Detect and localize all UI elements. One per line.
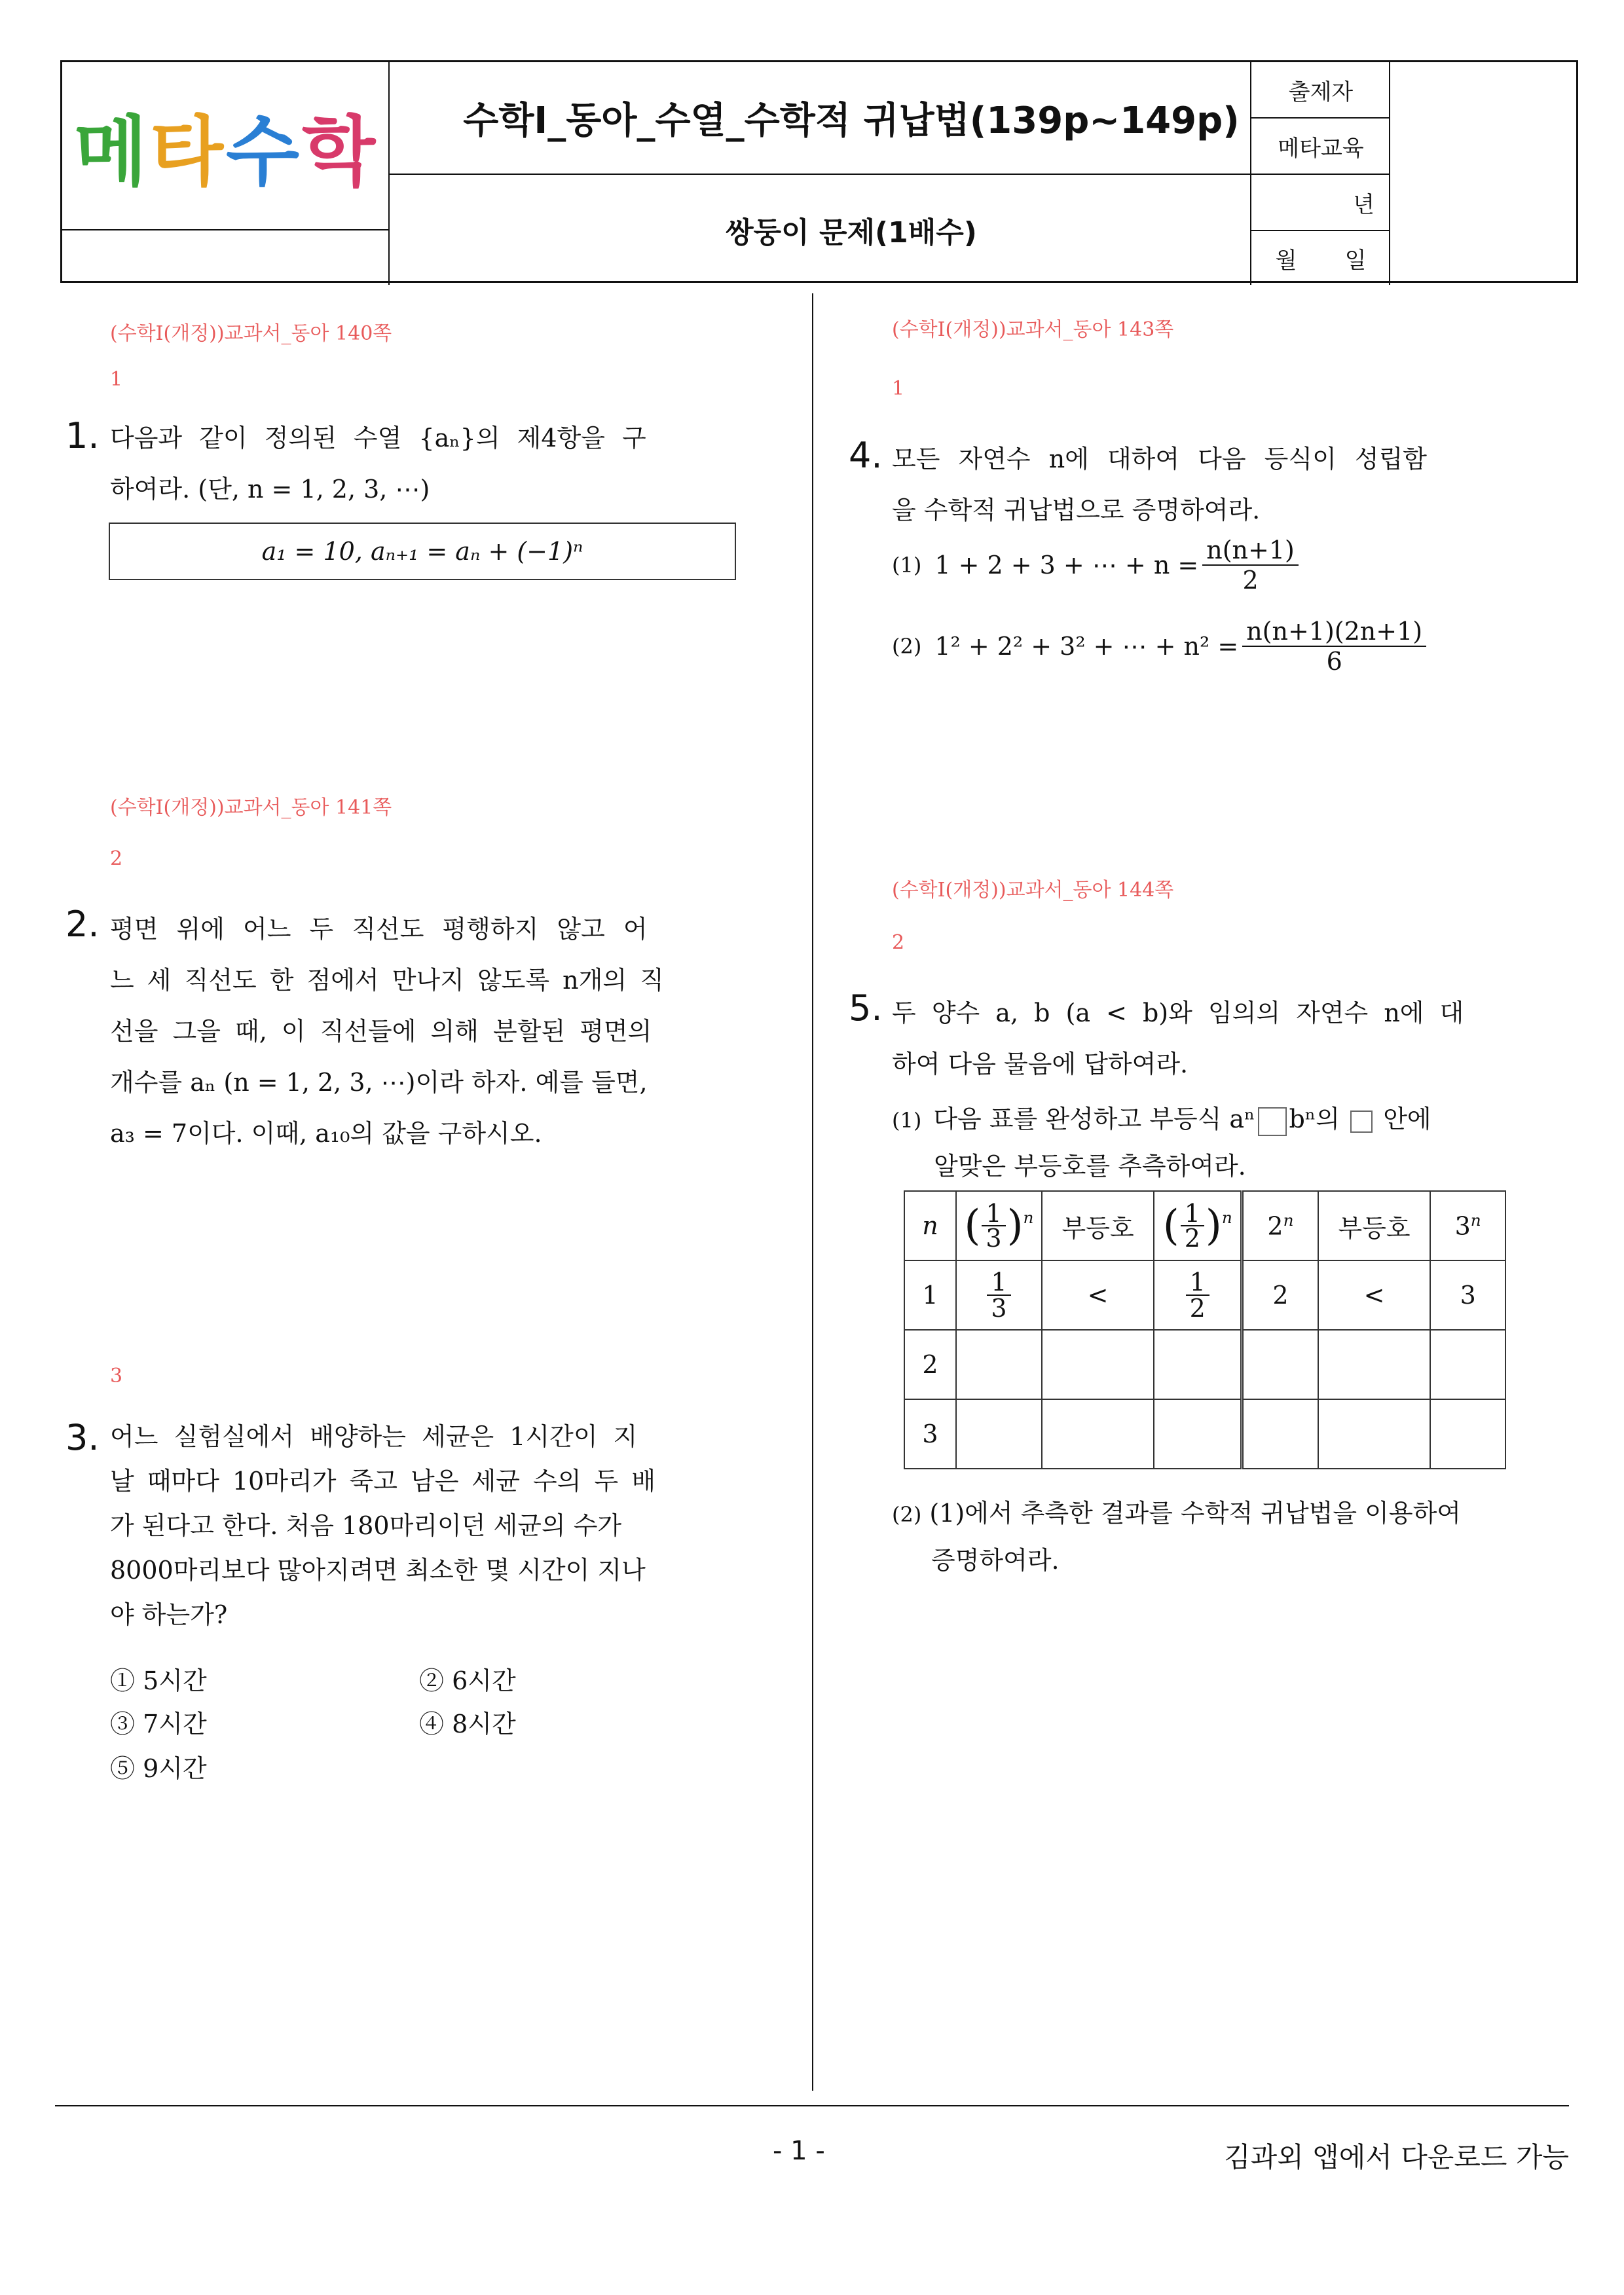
table-cell: < <box>1042 1260 1154 1330</box>
q5-sub1 <box>892 1096 1521 1189</box>
table-row <box>904 1260 1505 1330</box>
month-label: 월 <box>1275 247 1297 274</box>
q4-line2: 을 수학적 귀납법으로 증명하여라. <box>892 496 1261 524</box>
logo-char-1: 메 <box>73 108 150 196</box>
q2-text <box>110 904 739 1159</box>
table-cell-empty[interactable] <box>956 1399 1042 1469</box>
q4-text <box>892 433 1521 536</box>
q4-source: (수학Ⅰ(개정))교과서_동아 143쪽 <box>892 318 1174 341</box>
q5-sub2-line2: 증명하여라. <box>931 1546 1060 1575</box>
q5-sub2 <box>892 1490 1521 1583</box>
q3-number: 3. <box>65 1417 100 1458</box>
table-cell-empty[interactable] <box>1318 1330 1431 1399</box>
table-cell-empty[interactable] <box>1242 1399 1318 1469</box>
q4-level: 1 <box>892 377 905 400</box>
document-subtitle: 쌍둥이 문제(1배수) <box>726 216 977 249</box>
table-row <box>904 1399 1505 1469</box>
q4-number: 4. <box>849 435 883 476</box>
column-divider <box>812 293 813 2091</box>
logo-char-2: 타 <box>149 108 226 196</box>
q1-source: (수학Ⅰ(개정))교과서_동아 140쪽 <box>110 322 392 345</box>
table-header-n: n <box>904 1191 956 1260</box>
q5-table <box>904 1190 1506 1469</box>
q3-choice-2[interactable]: ② 6시간 <box>419 1666 516 1695</box>
q4-sub1-fraction <box>1202 536 1299 595</box>
q1-number: 1. <box>65 415 100 456</box>
q3-choice-4[interactable]: ④ 8시간 <box>419 1710 516 1738</box>
q5-sub1-text-a: 다음 표를 완성하고 부등식 aⁿ <box>933 1105 1255 1133</box>
q1-level: 1 <box>110 368 123 391</box>
q5-sub1-line2: 알맞은 부등호를 추측하여라. <box>934 1152 1246 1181</box>
q5-number: 5. <box>849 987 883 1029</box>
author-label: 출제자 <box>1288 79 1354 105</box>
q5-level: 2 <box>892 931 905 954</box>
q5-sub1-text-c: 안에 <box>1383 1105 1431 1133</box>
table-cell-empty[interactable] <box>1042 1399 1154 1469</box>
table-cell: 3 <box>1430 1260 1505 1330</box>
q5-text <box>892 987 1521 1090</box>
q5-sub2-label: (2) <box>892 1502 922 1527</box>
q4-sub2-label: (2) <box>892 634 922 659</box>
q4-sub2 <box>892 617 1430 676</box>
q2-number: 2. <box>65 904 100 945</box>
logo-text <box>74 91 378 200</box>
table-header-three-power: 3$^n$ <box>1430 1191 1505 1260</box>
table-header-row <box>904 1191 1505 1260</box>
author-value: 메타교육 <box>1278 135 1364 162</box>
q4-sub2-numerator: n(n+1)(2n+1) <box>1242 617 1426 647</box>
q5-line2: 하여 다음 물음에 답하여라. <box>892 1050 1189 1078</box>
q3-choice-1[interactable]: ① 5시간 <box>110 1666 207 1695</box>
q3-text <box>110 1414 739 1637</box>
table-cell-empty[interactable] <box>1430 1399 1505 1469</box>
q5-sub2-line1: (1)에서 추측한 결과를 수학적 귀납법을 이용하여 <box>929 1499 1462 1528</box>
q3-line3: 가 된다고 한다. 처음 180마리이던 세균의 수가 <box>110 1511 622 1540</box>
table-cell-frac: $\frac{1}{3}$ <box>956 1260 1042 1330</box>
q2-line2: 느 세 직선도 한 점에서 만나지 않도록 n개의 직 <box>110 966 664 995</box>
table-cell-empty[interactable] <box>1242 1330 1318 1399</box>
q4-sub2-fraction <box>1242 617 1426 676</box>
q4-sub1-denominator: 2 <box>1242 566 1259 595</box>
table-header-third-power: ( $\frac{1}{3}$ )$^n$ <box>956 1191 1042 1260</box>
q4-sub1-label: (1) <box>892 553 922 578</box>
logo-char-3: 수 <box>226 108 303 196</box>
q3-line2: 날 때마다 10마리가 죽고 남은 세균 수의 두 배 <box>110 1467 656 1496</box>
table-cell-frac: $\frac{1}{2}$ <box>1154 1260 1242 1330</box>
small-box-icon <box>1350 1111 1373 1133</box>
q2-line3: 선을 그을 때, 이 직선들에 의해 분할된 평면의 <box>110 1017 652 1046</box>
header-box <box>60 60 1578 283</box>
q1-line1: 다음과 같이 정의된 수열 {aₙ}의 제4항을 구 <box>110 424 646 452</box>
table-header-two-power: 2$^n$ <box>1242 1191 1318 1260</box>
q5-sub1-text-b: bⁿ의 <box>1289 1105 1340 1133</box>
q4-sub1-numerator: n(n+1) <box>1202 536 1299 566</box>
table-header-ineq-2: 부등호 <box>1318 1191 1431 1260</box>
q4-sub2-lhs: 1² + 2² + 3² + ⋯ + n² = <box>934 632 1239 661</box>
q2-line4: 개수를 aₙ (n = 1, 2, 3, ⋯)이라 하자. 예를 들면, <box>110 1068 648 1097</box>
q3-choice-3[interactable]: ③ 7시간 <box>110 1710 207 1738</box>
year-label: 년 <box>1353 191 1375 218</box>
logo-char-4: 학 <box>302 108 378 196</box>
table-header-half-power: ( $\frac{1}{2}$ )$^n$ <box>1154 1191 1242 1260</box>
document-title: 수학Ⅰ_동아_수열_수학적 귀납법(139p~149p) <box>463 100 1240 142</box>
table-cell-empty[interactable] <box>1154 1330 1242 1399</box>
q4-sub2-denominator: 6 <box>1326 647 1342 676</box>
table-cell-empty[interactable] <box>1154 1399 1242 1469</box>
q1-text <box>110 413 739 515</box>
day-label: 일 <box>1344 247 1367 274</box>
q4-sub1 <box>892 536 1302 595</box>
q2-source: (수학Ⅰ(개정))교과서_동아 141쪽 <box>110 796 392 819</box>
q3-line1: 어느 실험실에서 배양하는 세균은 1시간이 지 <box>110 1422 638 1451</box>
q1-recurrence-box: a₁ = 10, aₙ₊₁ = aₙ + (−1)ⁿ <box>109 523 736 580</box>
q3-level: 3 <box>110 1365 123 1387</box>
table-cell: 1 <box>904 1260 956 1330</box>
date-row <box>1251 231 1390 285</box>
q2-line5: a₃ = 7이다. 이때, a₁₀의 값을 구하시오. <box>110 1119 542 1148</box>
q3-choice-5[interactable]: ⑤ 9시간 <box>110 1754 207 1783</box>
footer-note: 김과외 앱에서 다운로드 가능 <box>1224 2141 1569 2173</box>
q5-source: (수학Ⅰ(개정))교과서_동아 144쪽 <box>892 879 1174 902</box>
table-cell-empty[interactable] <box>1318 1399 1431 1469</box>
table-cell-empty[interactable] <box>1430 1330 1505 1399</box>
q2-line1: 평면 위에 어느 두 직선도 평행하지 않고 어 <box>110 915 648 944</box>
q5-line1: 두 양수 a, b (a < b)와 임의의 자연수 n에 대 <box>892 999 1464 1027</box>
q1-line2: 하여라. (단, n = 1, 2, 3, ⋯) <box>110 475 430 504</box>
table-cell: 2 <box>904 1330 956 1399</box>
logo <box>62 62 390 229</box>
table-cell-empty[interactable] <box>1042 1330 1154 1399</box>
table-cell: < <box>1318 1260 1431 1330</box>
q4-sub1-lhs: 1 + 2 + 3 + ⋯ + n = <box>934 551 1199 579</box>
q5-sub1-label: (1) <box>892 1108 922 1133</box>
q3-line5: 야 하는가? <box>110 1600 228 1629</box>
q4-line1: 모든 자연수 n에 대하여 다음 등식이 성립함 <box>892 445 1427 473</box>
table-header-ineq-1: 부등호 <box>1042 1191 1154 1260</box>
table-row <box>904 1330 1505 1399</box>
q2-level: 2 <box>110 847 123 870</box>
page-number: - 1 - <box>773 2136 825 2166</box>
blank-box-icon <box>1258 1107 1287 1136</box>
table-cell-empty[interactable] <box>956 1330 1042 1399</box>
q3-line4: 8000마리보다 많아지려면 최소한 몇 시간이 지나 <box>110 1556 646 1585</box>
table-cell: 3 <box>904 1399 956 1469</box>
table-cell: 2 <box>1242 1260 1318 1330</box>
footer-divider <box>55 2105 1569 2106</box>
